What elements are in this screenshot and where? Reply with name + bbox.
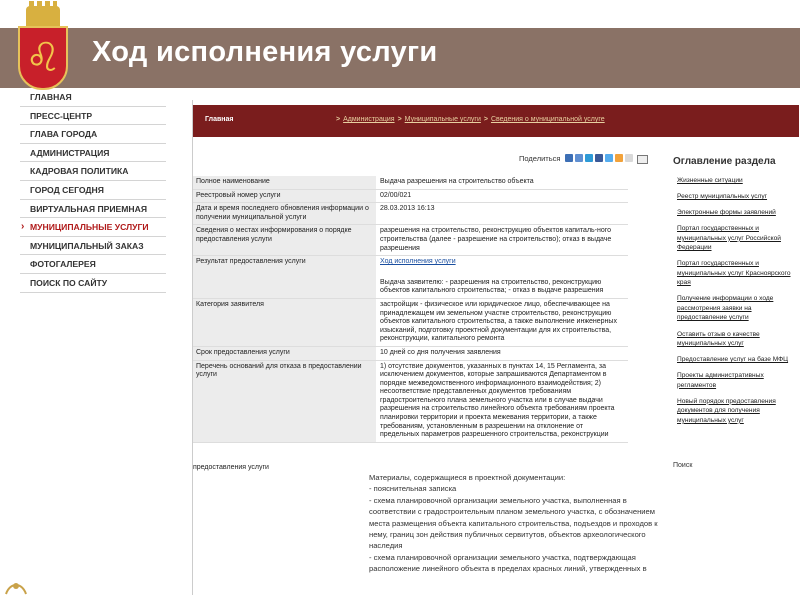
page-title: Ход исполнения услуги xyxy=(92,36,438,68)
crown-icon xyxy=(26,6,60,28)
table-row xyxy=(193,299,628,347)
toc-link[interactable]: Портал государственных и муниципальных услуг Красноярского края xyxy=(677,260,791,287)
nav-item[interactable]: ПОИСК ПО САЙТУ xyxy=(20,274,166,293)
row-value: 28.03.2013 16:13 xyxy=(380,205,435,213)
row-value: Выдача разрешения на строительство объекта xyxy=(380,178,534,185)
toc-link[interactable]: Новый порядок предоставления документов для получения муниципальных услуг xyxy=(677,397,776,424)
social-icon-2[interactable] xyxy=(575,154,583,162)
toc-link[interactable]: Проекты административных регламентов xyxy=(677,372,764,389)
breadcrumb-link[interactable]: Администрация xyxy=(343,116,395,123)
table-row xyxy=(193,225,628,256)
overlay-document-text xyxy=(369,472,659,575)
toc-link[interactable]: Портал государственных и муниципальных услуг Российской Федерации xyxy=(677,225,781,252)
row-value xyxy=(376,256,628,298)
overlay-line: Материалы, содержащиеся в проектной документации: xyxy=(369,473,566,482)
row-label: Срок предоставления услуги xyxy=(193,347,376,360)
table-row xyxy=(193,176,628,190)
toc-list xyxy=(677,176,791,432)
row-value: 02/00/021 xyxy=(380,191,412,199)
row-extra: Выдача заявителю: - разрешения на строительство, реконструкцию объектов капитального строительства; - отказ в выдаче разрешения xyxy=(380,278,604,295)
toc-link[interactable]: Оставить отзыв о качестве муниципальных услуг xyxy=(677,330,760,348)
table-row xyxy=(193,203,628,225)
nav-item[interactable]: ГЛАВНАЯ xyxy=(20,88,166,107)
social-icon-6[interactable] xyxy=(615,154,623,162)
row-label: Результат предоставления услуги xyxy=(193,256,376,298)
row-label: Сведения о местах информирования о порядке предоставления услуги xyxy=(193,225,376,255)
row-label: Полное наименование xyxy=(193,176,376,189)
overlay-line: - схема планировочной организации земельного участка, подтверждающая расположение линейного объекта в пределах красных линий, утвержденных в xyxy=(369,552,647,574)
breadcrumb xyxy=(333,116,605,123)
social-icon-7[interactable] xyxy=(625,154,633,162)
print-icon[interactable] xyxy=(637,155,648,164)
toc-link[interactable]: Предоставление услуг на базе МФЦ xyxy=(677,356,789,364)
row-value: 1) отсутствие документов, указанных в пунктах 14, 15 Регламента, за исключением документов, которые запрашиваются Департаментом в порядке межведомственного информационного взаимодействия; 2) несоответствие представленных документов требованиям градостроительного плана земельного участка или в случае выдачи разрешения на строительство линейного объекта требованиям проекта планировки территории и проекта межевания территории, а также требованиям, установленным в разрешении на отклонение от предельных параметров разрешенного строительства, реконструкции xyxy=(380,362,615,439)
toc-title: Оглавление раздела xyxy=(673,156,776,167)
toc-link[interactable]: Жизненные ситуации xyxy=(677,177,743,184)
nav-item[interactable]: МУНИЦИПАЛЬНЫЙ ЗАКАЗ xyxy=(20,237,166,256)
row-label: Перечень оснований для отказа в предоставлении услуги xyxy=(193,361,376,442)
toc-search-label[interactable]: Поиск xyxy=(673,462,693,469)
overlay-row-label: предоставления услуги xyxy=(193,464,269,471)
row-value: 10 дней со дня получения заявления xyxy=(380,348,501,356)
row-value: разрешения на строительство, реконструкцию объектов капиталь-ного строительства (далее - разрешение на строительство); отказ в выдаче разрешения xyxy=(380,227,612,252)
nav-item[interactable]: ПРЕСС-ЦЕНТР xyxy=(20,107,166,126)
service-status-link[interactable]: Ход исполнения услуги xyxy=(380,258,456,266)
nav-item[interactable]: ФОТОГАЛЕРЕЯ xyxy=(20,255,166,274)
table-row xyxy=(193,347,628,361)
overlay-line: - схема планировочной организации земельного участка, выполненная в соответствии с градостроительным планом земельного участка, с обозначением места размещения объекта капитального строительства, подъездов и проходов к нему, границ зон действия публичных сервитутов, объектов археологического наследия xyxy=(369,495,658,551)
table-row xyxy=(193,361,628,443)
overlay-line: - пояснительная записка xyxy=(369,484,457,494)
row-label: Дата и время последнего обновления информации о получении муниципальной услуги xyxy=(193,203,376,224)
social-icon-3[interactable] xyxy=(585,154,593,162)
share-icons xyxy=(565,154,633,162)
breadcrumb-separator: > xyxy=(483,116,488,123)
nav-item[interactable]: КАДРОВАЯ ПОЛИТИКА xyxy=(20,162,166,181)
toc-link[interactable]: Электронные формы заявлений xyxy=(677,209,776,217)
service-info-table xyxy=(193,176,628,443)
nav-item[interactable]: ГОРОД СЕГОДНЯ xyxy=(20,181,166,200)
toc-link[interactable]: Получение информации о ходе рассмотрения заявки на предоставление услуги xyxy=(677,295,774,322)
footer-ornament-icon xyxy=(4,578,28,596)
nav-item[interactable]: АДМИНИСТРАЦИЯ xyxy=(20,144,166,163)
social-icon-1[interactable] xyxy=(565,154,573,162)
breadcrumb-home[interactable]: Главная xyxy=(205,116,234,123)
breadcrumb-link[interactable]: Сведения о муниципальной услуге xyxy=(490,116,605,123)
lion-icon: ♌ xyxy=(25,35,61,81)
breadcrumb-bar xyxy=(193,105,799,137)
nav-item[interactable]: › МУНИЦИПАЛЬНЫЕ УСЛУГИ xyxy=(20,218,166,237)
table-row xyxy=(193,256,628,299)
breadcrumb-separator: > xyxy=(397,116,402,123)
breadcrumb-separator: > xyxy=(336,116,341,123)
row-label: Категория заявителя xyxy=(193,299,376,346)
nav-item[interactable]: ГЛАВА ГОРОДА xyxy=(20,125,166,144)
social-icon-5[interactable] xyxy=(605,154,613,162)
left-navigation xyxy=(20,88,166,293)
row-value: застройщик - физическое или юридическое лицо, обеспечивающее на принадлежащем им земельном участке строительство, реконструкцию объектов капитального строительства, а также выполнение инженерных изысканий, подготовку проектной документации для их строительства, реконструкции, капитального ремонта xyxy=(380,300,617,343)
toc-link[interactable]: Реестр муниципальных услуг xyxy=(677,193,768,201)
nav-item[interactable]: ВИРТУАЛЬНАЯ ПРИЕМНАЯ xyxy=(20,200,166,219)
breadcrumb-link[interactable]: Муниципальные услуги xyxy=(404,116,481,123)
share-label: Поделиться xyxy=(519,154,561,163)
city-emblem xyxy=(14,4,70,90)
table-row xyxy=(193,190,628,204)
row-label: Реестровый номер услуги xyxy=(193,190,376,203)
social-icon-4[interactable] xyxy=(595,154,603,162)
service-info-panel xyxy=(192,100,798,595)
